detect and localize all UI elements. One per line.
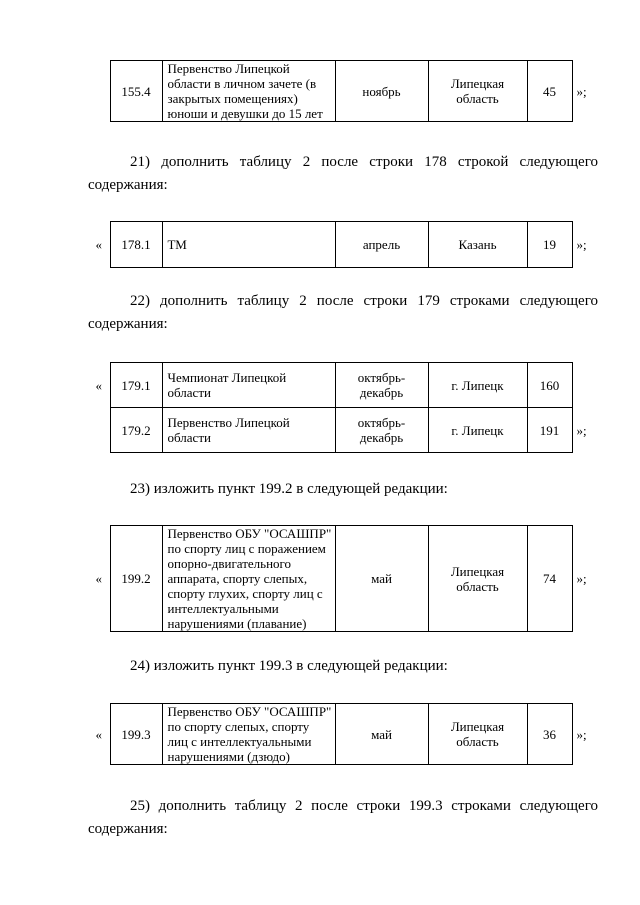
event-name-cell [162,408,335,453]
empty-margin-cell [88,408,110,453]
row-number-cell: 178.1 [110,222,162,268]
amendment-text-line: 21) дополнить таблицу 2 после строки 178 строкой следующего [130,154,598,170]
date-line: май [371,571,392,586]
table-row [88,61,600,122]
amendment-text-line: 24) изложить пункт 199.3 в следующей редакции: [130,658,448,674]
event-name-line: области в личном зачете (в [167,76,317,91]
date-cell [335,408,428,453]
event-name-cell [162,363,335,408]
place-cell [428,222,527,268]
place-line: Казань [458,237,497,252]
amendment-item-21 [88,151,598,197]
open-quote: « [95,377,102,393]
date-line: октябрь- [357,370,406,385]
place-line: Липецкая [450,76,505,91]
date-cell [335,526,428,632]
date-line: декабрь [359,430,404,445]
row-number-cell: 179.2 [110,408,162,453]
count-cell: 36 [527,704,572,765]
amendment-item-24 [88,655,598,678]
amendment-item-25 [88,795,598,841]
amendment-text-line: содержания: [88,821,168,837]
table-row [88,704,600,765]
date-line: декабрь [359,385,404,400]
count-cell: 19 [527,222,572,268]
close-quote: »; [576,726,587,742]
place-line: область [456,734,499,749]
event-name-line: по спорту слепых, спорту [167,719,310,734]
event-name-line: Первенство ОБУ "ОСАШПР" [167,526,332,541]
amendment-text-line: 22) дополнить таблицу 2 после строки 179 строками следующего [130,293,598,309]
table-155-4 [88,60,600,122]
close-quote: »; [576,237,587,252]
amendment-item-22 [88,290,598,336]
row-number-cell: 179.1 [110,363,162,408]
place-cell [428,408,527,453]
table-row [88,222,600,268]
date-line: октябрь- [357,415,406,430]
event-name-line: нарушениями (плавание) [167,616,307,631]
count-cell: 191 [527,408,572,453]
place-line: г. Липецк [451,422,504,438]
place-line: область [456,91,499,106]
count-cell: 74 [527,526,572,632]
event-name-line: Первенство Липецкой [167,61,290,76]
event-name-line: области [167,385,211,400]
row-number-cell: 199.3 [110,704,162,765]
date-cell [335,61,428,122]
place-cell [428,61,527,122]
event-name-line: интеллектуальными [167,601,279,616]
event-name-line: опорно-двигательного [167,556,292,571]
event-name-cell [162,704,335,765]
amendment-item-23 [88,478,598,501]
amendment-text-line: содержания: [88,316,168,332]
close-quote: »; [576,571,587,586]
event-name-line: ТМ [167,237,187,252]
table-row [88,408,600,453]
date-cell [335,222,428,268]
count-cell: 45 [527,61,572,122]
event-name-line: закрытых помещениях) [167,91,298,106]
empty-margin-cell [88,61,110,122]
open-quote: « [95,571,102,586]
event-name-line: юноши и девушки до 15 лет [167,106,323,121]
event-name-cell [162,61,335,122]
close-quote: »; [576,83,587,99]
place-line: г. Липецк [451,377,504,393]
event-name-line: лиц с интеллектуальными [167,734,312,749]
close-quote: »; [576,422,587,438]
table-row [88,363,600,408]
table-179 [88,362,600,453]
date-line: ноябрь [362,83,401,99]
event-name-line: аппарата, спорту слепых, [167,571,308,586]
place-cell [428,704,527,765]
event-name-line: по спорту лиц с поражением [167,541,326,556]
table-199-3 [88,703,600,765]
amendment-text-line: содержания: [88,177,168,193]
row-number-cell: 155.4 [110,61,162,122]
place-line: Липецкая [450,563,505,579]
place-cell [428,526,527,632]
event-name-line: спорту глухих, спорту лиц с [167,586,323,601]
amendment-text-line: 23) изложить пункт 199.2 в следующей редакции: [130,481,448,497]
place-line: область [456,578,499,594]
table-row [88,526,600,632]
event-name-line: области [167,430,211,445]
event-name-line: нарушениями (дзюдо) [167,749,290,764]
table-178-1 [88,221,600,268]
amendment-text-line: 25) дополнить таблицу 2 после строки 199.3 строками следующего [130,798,598,814]
event-name-line: Чемпионат Липецкой [167,370,287,385]
empty-margin-cell [572,363,600,408]
count-cell: 160 [527,363,572,408]
event-name-cell [162,222,335,268]
date-line: апрель [362,237,401,252]
date-cell [335,363,428,408]
event-name-line: Первенство ОБУ "ОСАШПР" [167,704,332,719]
event-name-cell [162,526,335,632]
date-cell [335,704,428,765]
open-quote: « [95,726,102,742]
event-name-line: Первенство Липецкой [167,415,290,430]
open-quote: « [95,237,102,252]
date-line: май [371,726,392,742]
place-line: Липецкая [450,719,505,734]
row-number-cell: 199.2 [110,526,162,632]
place-cell [428,363,527,408]
table-199-2 [88,525,600,632]
